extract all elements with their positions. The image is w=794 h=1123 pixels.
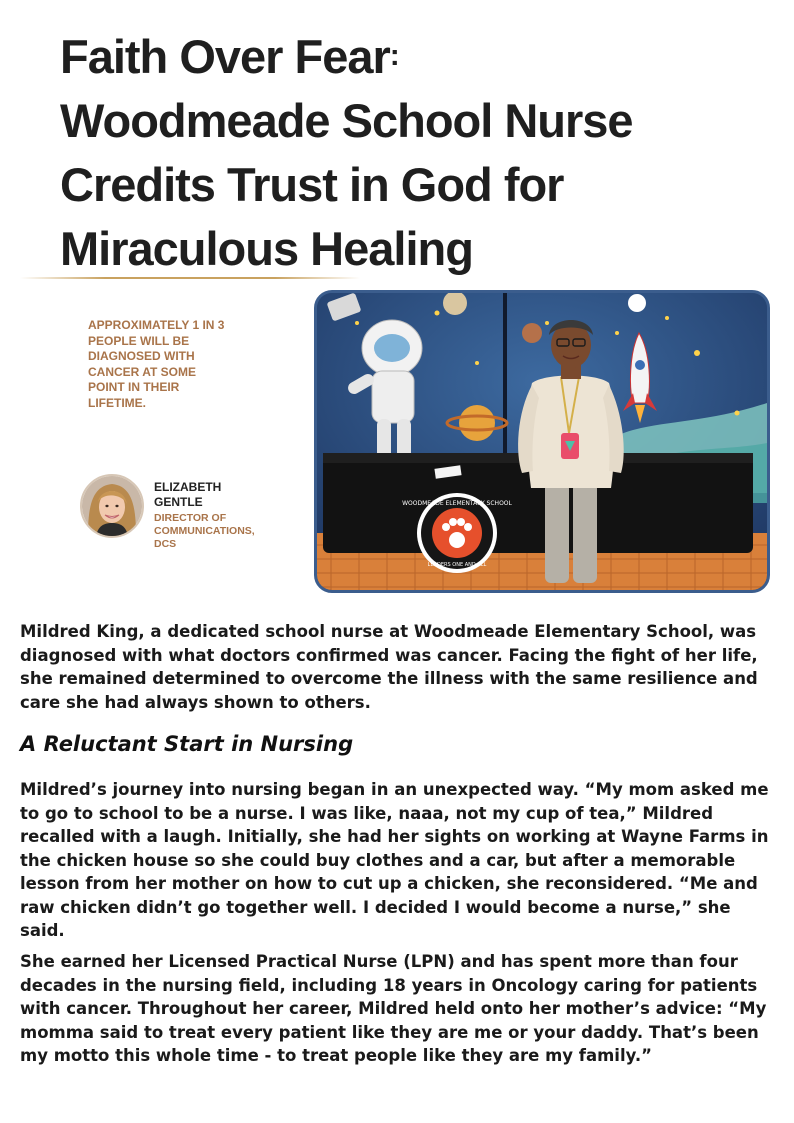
headline-line-1: Faith Over Fear <box>60 30 390 83</box>
nurse-photo-illustration <box>317 293 767 590</box>
article-intro-paragraph: Mildred King, a dedicated school nurse at Woodmeade Elementary School, was diagnosed with what doctors confirmed was cancer. Facing the fight of her life, she remained determined to overcome the illness with the same resilience and care she had always shown to others. <box>20 622 758 712</box>
headline-divider <box>20 277 360 279</box>
article-paragraph-nursing-start: Mildred’s journey into nursing began in an unexpected way. “My mom asked me to go to school to be a nurse. I was like, naaa, not my cup of tea,” Mildred recalled with a laugh. Initially, she had her sights on working at Wayne Farms in the chicken house so she could buy clothes and a car, but after a memorable lesson from her mother on how to cut up a chicken, she reconsidered. “Me and raw chicken didn’t go together well. I decided I would become a nurse,” she said. <box>20 780 769 940</box>
author-portrait-illustration <box>82 476 142 536</box>
section-heading: A Reluctant Start in Nursing <box>20 732 354 756</box>
author-name: ELIZABETH GENTLE <box>154 480 222 509</box>
headline-line-4: Miraculous Healing <box>60 222 473 275</box>
author-title: DIRECTOR OF COMMUNICATIONS, DCS <box>154 512 255 550</box>
author-avatar <box>80 474 144 538</box>
cancer-statistic-callout: APPROXIMATELY 1 IN 3 PEOPLE WILL BE DIAGNOSED WITH CANCER AT SOME POINT IN THEIR LIFETIME. <box>88 318 225 410</box>
headline-line-3: Credits Trust in God for <box>60 158 564 211</box>
headline-line-2: Woodmeade School Nurse <box>60 94 633 147</box>
headline <box>60 24 780 281</box>
article-paragraph-career: She earned her Licensed Practical Nurse (LPN) and has spent more than four decades in the nursing field, including 18 years in Oncology caring for patients with cancer. Throughout her career, Mildred held onto her mother’s advice: “My momma said to treat every patient like they are me or your daddy. That’s been my motto this whole time - to treat people like they are my family.” <box>20 952 767 1065</box>
tablecloth-school-name: WOODMEADE ELEMENTARY SCHOOL <box>402 500 512 507</box>
headline-colon: : <box>389 39 399 72</box>
tablecloth-motto: LEADERS ONE AND ALL <box>427 562 487 568</box>
nurse-photo <box>314 290 770 593</box>
